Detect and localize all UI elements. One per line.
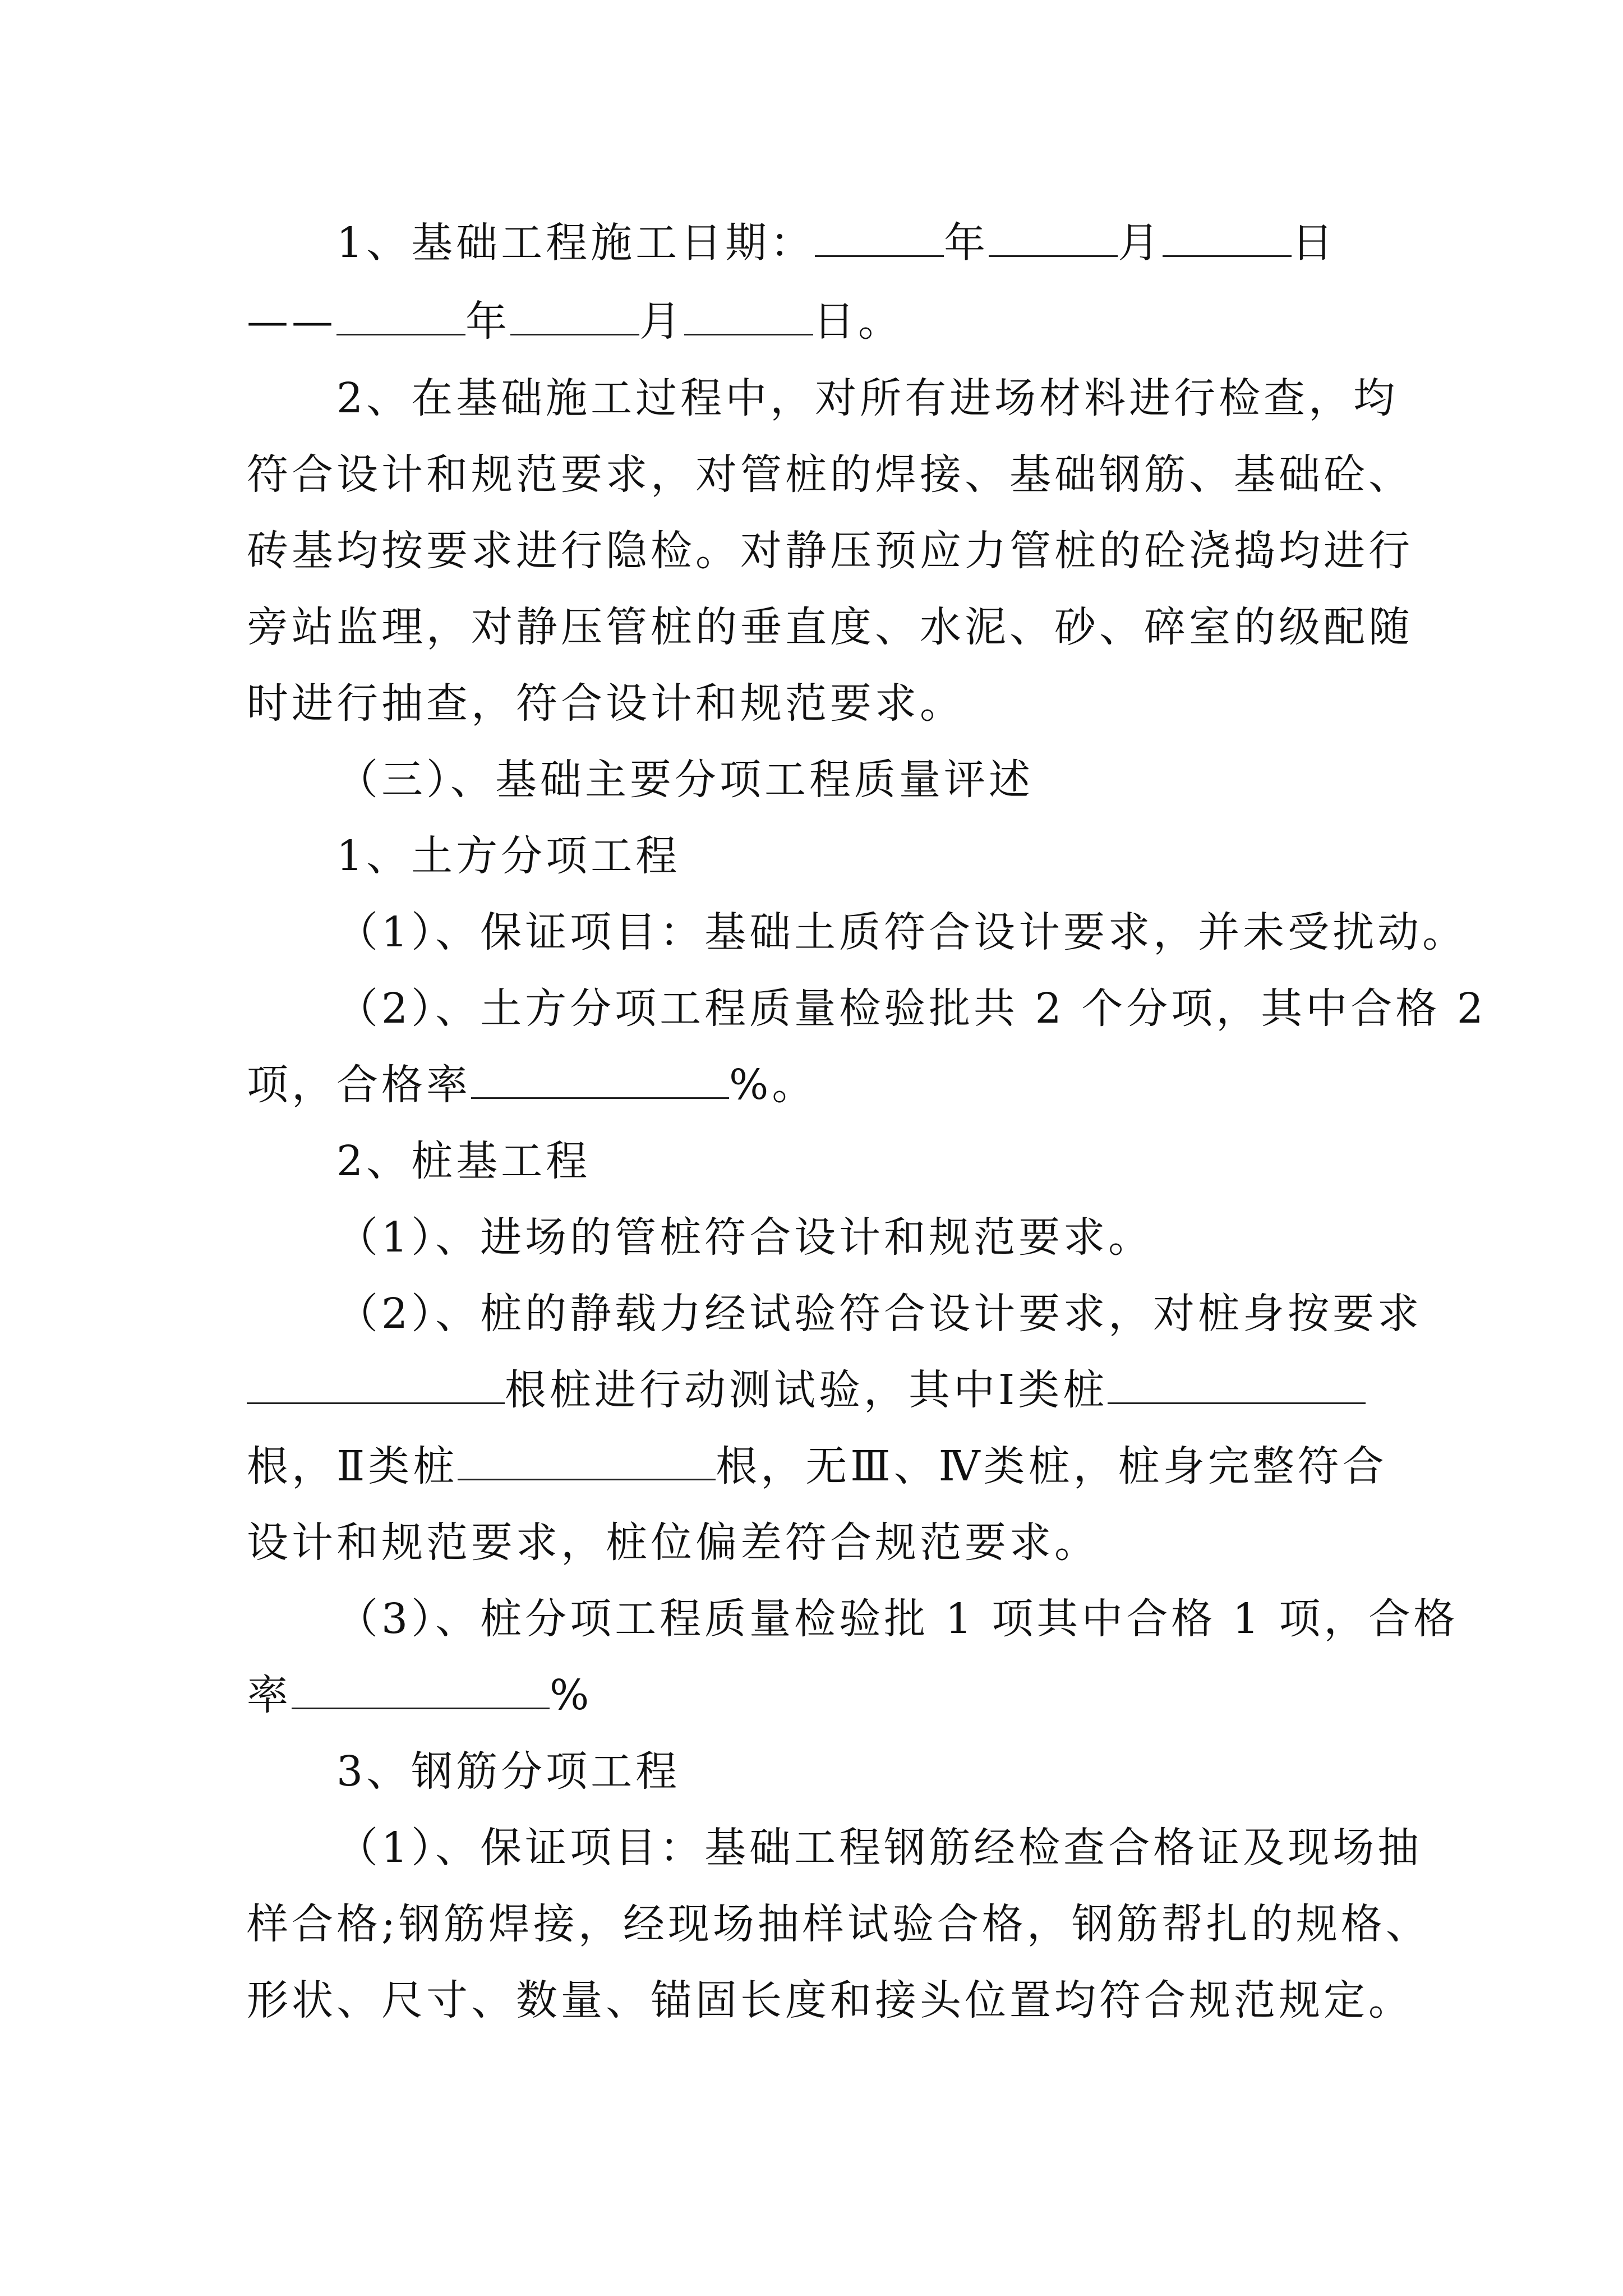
blank-field [510,300,639,335]
paragraph-line: 形状、尺寸、数量、锚固长度和接头位置均符合规范规定。 [247,1976,1413,2024]
blank-field [458,1445,716,1480]
text-segment: 项，合格率 [247,1061,471,1109]
text-segment: 1、基础工程施工日期： [336,219,815,267]
text-segment: 根，Ⅱ类桩 [247,1442,458,1490]
text-line-pile-class [247,1427,1391,1506]
text-segment: 率 [247,1671,292,1719]
text-line-pass-rate [247,1046,1391,1124]
paragraph-line: （1）、保证项目：基础土质符合设计要求，并未受扰动。 [336,908,1468,956]
section-heading: （三）、基础主要分项工程质量评述 [336,756,1034,804]
text-segment: 日。 [813,297,903,346]
text-segment: 根，无Ⅲ、Ⅳ类桩，桩身完整符合 [716,1442,1387,1490]
blank-field [815,222,944,257]
text-segment: 根桩进行动测试验，其中Ⅰ类桩 [505,1366,1108,1414]
text-line-pile-pass-rate [247,1656,1391,1734]
paragraph-line: （2）、土方分项工程质量检验批共 2 个分项，其中合格 2 [336,984,1487,1033]
text-line-construction-date-start [336,204,1391,282]
subsection-heading: 1、土方分项工程 [336,832,681,880]
subsection-heading: 3、钢筋分项工程 [336,1747,681,1796]
text-segment: —— [247,297,336,346]
subsection-heading: 2、桩基工程 [336,1137,591,1185]
paragraph-line: 时进行抽查，符合设计和规范要求。 [247,679,965,728]
paragraph-line: 符合设计和规范要求，对管桩的焊接、基础钢筋、基础砼、 [247,450,1413,499]
paragraph-line: 设计和规范要求，桩位偏差符合规范要求。 [247,1519,1099,1567]
blank-field [292,1674,550,1709]
blank-field [471,1064,729,1099]
blank-field [247,1369,505,1404]
text-segment: 月 [1118,219,1163,267]
text-segment: 月 [639,297,684,346]
text-line-construction-date-end [247,282,1391,361]
paragraph-line: 样合格;钢筋焊接，经现场抽样试验合格，钢筋帮扎的规格、 [247,1900,1431,1948]
blank-field [989,222,1118,257]
paragraph-line: 砖基均按要求进行隐检。对静压预应力管桩的砼浇捣均进行 [247,527,1413,575]
text-segment: % [550,1671,593,1719]
text-segment: 年 [944,219,989,267]
text-segment: %。 [729,1061,817,1109]
paragraph-line: （3）、桩分项工程质量检验批 1 项其中合格 1 项，合格 [336,1595,1459,1643]
text-segment: 日 [1292,219,1337,267]
blank-field [1108,1369,1366,1404]
text-segment: 年 [465,297,510,346]
text-line-pile-test [247,1351,1391,1429]
paragraph-line: （1）、保证项目：基础工程钢筋经检查合格证及现场抽 [336,1824,1423,1872]
paragraph-line: （2）、桩的静载力经试验符合设计要求，对桩身按要求 [336,1290,1423,1338]
paragraph-line: （1）、进场的管桩符合设计和规范要求。 [336,1213,1154,1262]
blank-field [684,300,813,335]
blank-field [336,300,465,335]
paragraph-line: 2、在基础施工过程中，对所有进场材料进行检查，均 [336,374,1399,422]
paragraph-line: 旁站监理，对静压管桩的垂直度、水泥、砂、碎室的级配随 [247,603,1413,651]
blank-field [1163,222,1292,257]
